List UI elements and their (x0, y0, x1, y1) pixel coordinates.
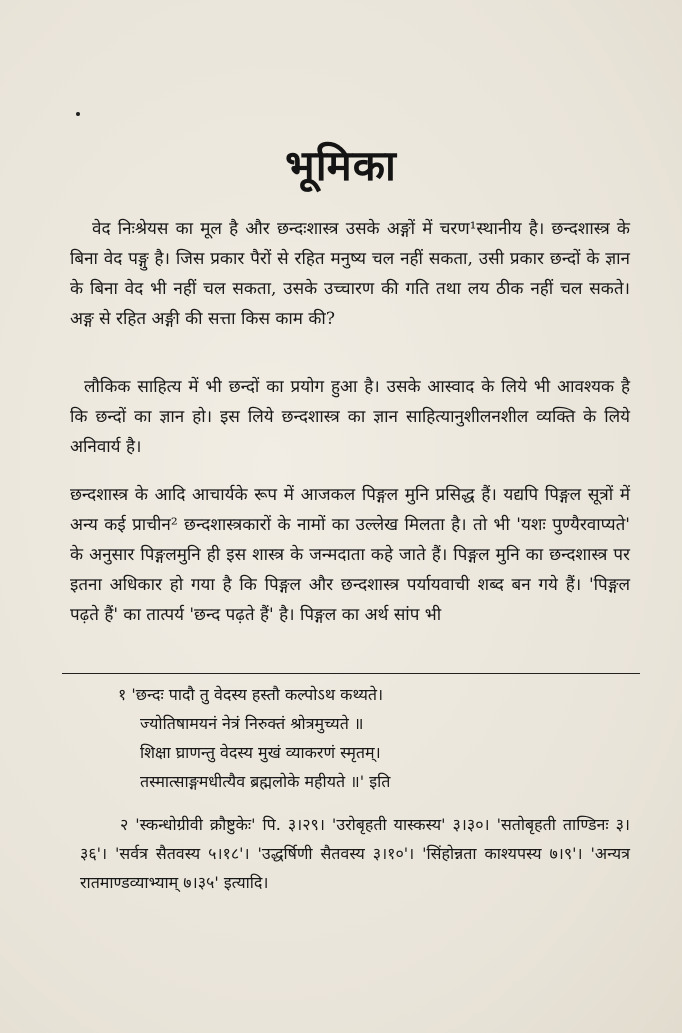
paragraph-3: छन्दशास्त्र के आदि आचार्यके रूप में आजकल पिङ्गल मुनि प्रसिद्ध हैं। यद्यपि पिङ्गल सूत्रों में अन्य कई प्राचीन² छन्दशास्त्रकारों के नामों का उल्लेख मिलता है। तो भी 'यशः पुण्यैरवाप्यते' के अनुसार पिङ्गलमुनि ही इस शास्त्र के जन्मदाता कहे जाते हैं। पिङ्गल मुनि का छन्दशास्त्र पर इतना अधिकार हो गया है कि पिङ्गल और छन्दशास्त्र पर्यायवाची शब्द बन गये हैं। 'पिङ्गल पढ़ते हैं' का तात्पर्य 'छन्द पढ़ते हैं' है। पिङ्गल का अर्थ सांप भी (70, 485, 630, 625)
paragraph-1: वेद निःश्रेयस का मूल है और छन्दःशास्त्र उसके अङ्गों में चरण¹स्थानीय है। छन्दशास्त्र के बिना वेद पङ्गु है। जिस प्रकार पैरों से रहित मनुष्य चल नहीं सकता, उसी प्रकार छन्दों के ज्ञान के बिना वेद भी नहीं चल सकता, उसके उच्चारण की गति तथा लय ठीक नहीं चल सकते। अङ्ग से रहित अङ्गी की सत्ता किस काम की? (70, 219, 630, 329)
footnote-divider (62, 673, 640, 674)
footnote-1-line-2: ज्योतिषामयनं नेत्रं निरुक्तं श्रोत्रमुच्यते ॥ (140, 714, 364, 733)
page-title: भूमिका (285, 141, 397, 190)
ink-dot-mark (76, 112, 80, 116)
footnote-1-line-4: तस्मात्साङ्गमधीत्यैव ब्रह्मलोके महीयते ॥' इति (140, 772, 391, 791)
footnote-2: २ 'स्कन्धोग्रीवी क्रौष्टुकेः' पि. ३।२९। 'उरोबृहती यास्कस्य' ३।३०। 'सतोबृहती ताण्डिनः ३।३६'। 'सर्वत्र सैतवस्य ५।१८'। 'उद्धर्षिणी सैतवस्य ३।१०'। 'सिंहोन्नता काश्यपस्य ७।९'। 'अन्यत्र रातमाण्डव्याभ्याम् ७।३५' इत्यादि। (80, 815, 630, 892)
footnotes-section (80, 680, 630, 897)
footnote-1-line-1: १ 'छन्दः पादौ तु वेदस्य हस्तौ कल्पोऽथ कथ्यते। (118, 685, 384, 704)
footnote-1 (118, 680, 630, 796)
footnote-1-line-3: शिक्षा घ्राणन्तु वेदस्य मुखं व्याकरणं स्मृतम्। (140, 743, 381, 762)
paragraph-2: लौकिक साहित्य में भी छन्दों का प्रयोग हुआ है। उसके आस्वाद के लिये भी आवश्यक है कि छन्दों का ज्ञान हो। इस लिये छन्दशास्त्र का ज्ञान साहित्यानुशीलनशील व्यक्ति के लिये अनिवार्य है। (70, 377, 630, 457)
